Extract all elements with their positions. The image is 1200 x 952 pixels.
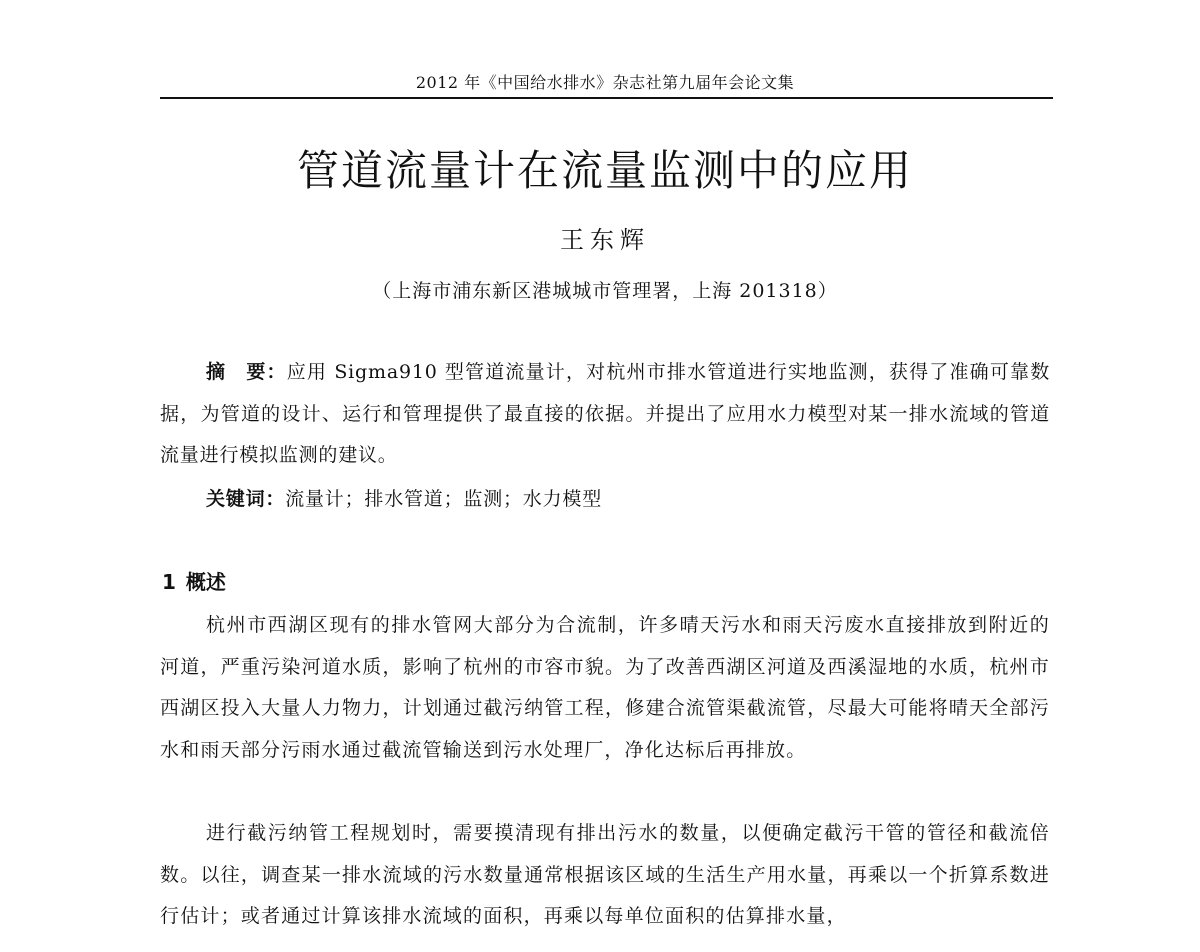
abstract — [160, 352, 1050, 477]
paper-title: 管道流量计在流量监测中的应用 — [296, 146, 913, 195]
author-affiliation: （上海市浦东新区港城城市管理署，上海 201318） — [372, 280, 838, 302]
author-name: 王东辉 — [560, 226, 650, 254]
body-paragraph: 杭州市西湖区现有的排水管网大部分为合流制，许多晴天污水和雨天污废水直接排放到附近的河道，严重污染河道水质，影响了杭州的市容市貌。为了改善西湖区河道及西溪湿地的水质，杭州市西湖区投入大量人力物力，计划通过截污纳管工程，修建合流管渠截流管，尽最大可能将晴天全部污水和雨天部分污雨水通过截流管输送到污水处理厂，净化达标后再排放。 — [160, 614, 1050, 761]
abstract-text: 应用 Sigma910 型管道流量计，对杭州市排水管道进行实地监测，获得了准确可靠数据，为管道的设计、运行和管理提供了最直接的依据。并提出了应用水力模型对某一排水流域的管道流量进行模拟监测的建议。 — [160, 361, 1051, 466]
abstract-label: 摘 要： — [206, 361, 287, 383]
section-heading — [162, 566, 226, 595]
running-header: 2012 年《中国给水排水》杂志社第九届年会论文集 — [415, 73, 795, 92]
section-title: 概述 — [185, 570, 226, 594]
header-rule — [160, 97, 1053, 99]
keywords-label: 关键词： — [206, 488, 286, 510]
keywords — [160, 479, 1050, 521]
body-paragraph: 进行截污纳管工程规划时，需要摸清现有排出污水的数量，以便确定截污干管的管径和截流倍数。以往，调查某一排水流域的污水数量通常根据该区域的生活生产用水量，再乘以一个折算系数进行估计；或者通过计算该排水流域的面积，再乘以每单位面积的估算排水量， — [160, 822, 1050, 927]
keywords-text: 流量计；排水管道；监测；水力模型 — [285, 488, 603, 510]
section-number: 1 — [162, 570, 176, 594]
